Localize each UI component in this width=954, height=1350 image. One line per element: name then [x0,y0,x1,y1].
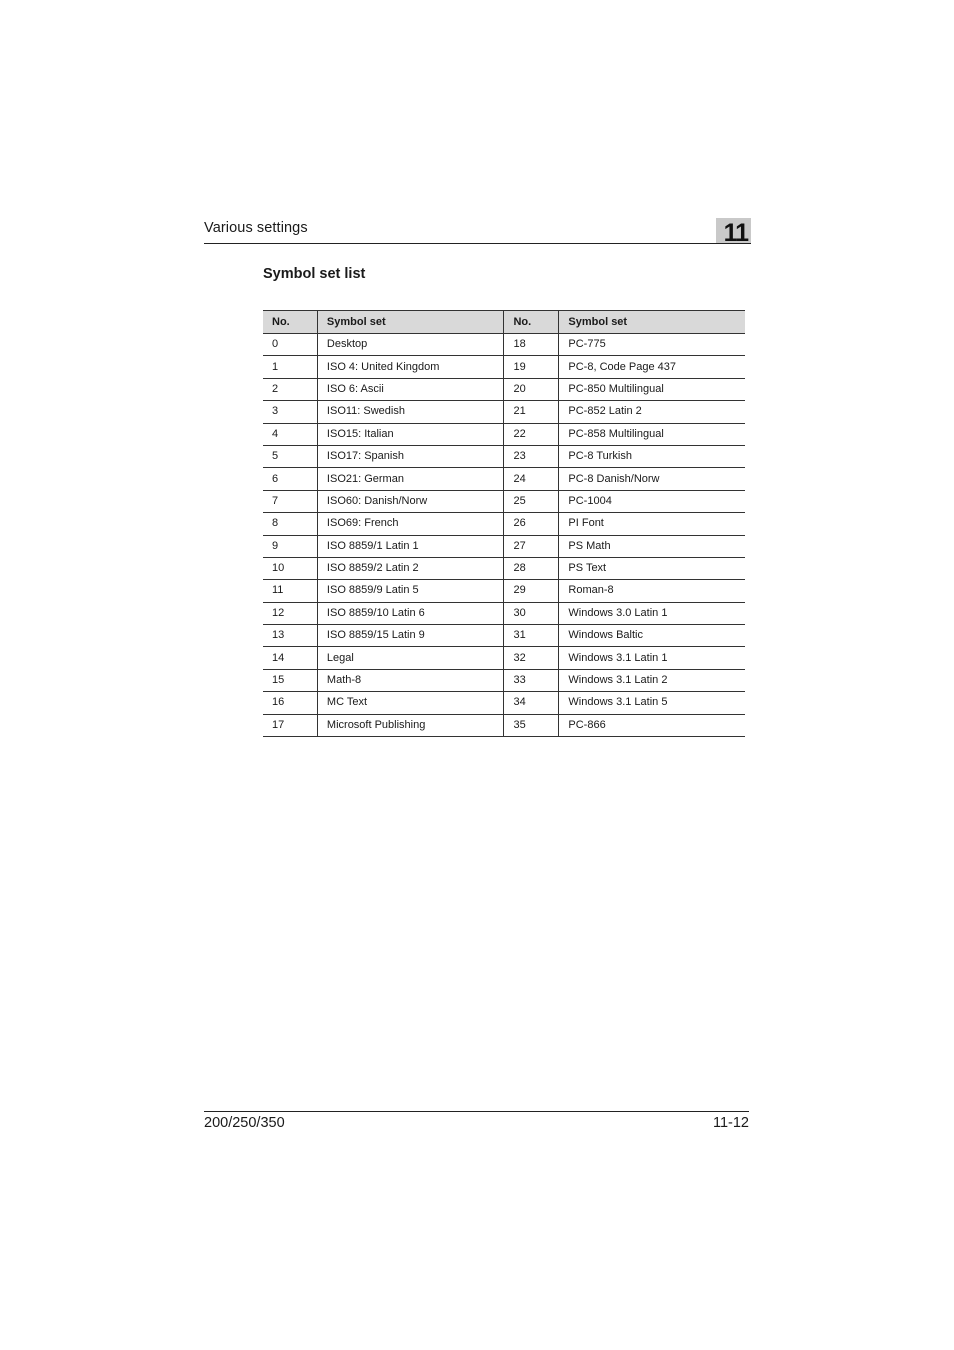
column-header-symbol-set: Symbol set [559,311,745,334]
column-header-symbol-set: Symbol set [317,311,504,334]
cell-symbol-set: ISO 8859/2 Latin 2 [317,557,504,579]
cell-no: 13 [263,625,317,647]
cell-no: 12 [263,602,317,624]
cell-symbol-set: ISO11: Swedish [317,401,504,423]
cell-no: 26 [504,513,559,535]
cell-symbol-set: PC-852 Latin 2 [559,401,745,423]
cell-symbol-set: ISO 6: Ascii [317,378,504,400]
cell-no: 8 [263,513,317,535]
cell-symbol-set: PI Font [559,513,745,535]
cell-no: 6 [263,468,317,490]
table-row [263,557,745,579]
cell-no: 16 [263,692,317,714]
cell-symbol-set: ISO 8859/9 Latin 5 [317,580,504,602]
cell-no: 23 [504,445,559,467]
table-row [263,714,745,736]
table-row [263,468,745,490]
cell-symbol-set: PC-8 Turkish [559,445,745,467]
cell-no: 14 [263,647,317,669]
table-row [263,445,745,467]
table-header-row [263,311,745,334]
section-title: Symbol set list [263,266,366,282]
table-row [263,423,745,445]
cell-symbol-set: Legal [317,647,504,669]
footer-model: 200/250/350 [204,1115,285,1131]
cell-no: 32 [504,647,559,669]
cell-no: 35 [504,714,559,736]
symbol-set-table [263,310,745,737]
cell-no: 19 [504,356,559,378]
cell-no: 33 [504,669,559,691]
table-row [263,490,745,512]
cell-symbol-set: Desktop [317,334,504,356]
table-row [263,580,745,602]
table-row [263,356,745,378]
cell-no: 28 [504,557,559,579]
cell-no: 9 [263,535,317,557]
cell-no: 34 [504,692,559,714]
cell-symbol-set: ISO 8859/10 Latin 6 [317,602,504,624]
table-row [263,602,745,624]
cell-symbol-set: ISO60: Danish/Norw [317,490,504,512]
table-row [263,669,745,691]
column-header-no: No. [263,311,317,334]
cell-symbol-set: ISO17: Spanish [317,445,504,467]
cell-no: 3 [263,401,317,423]
cell-symbol-set: Math-8 [317,669,504,691]
cell-no: 18 [504,334,559,356]
cell-no: 20 [504,378,559,400]
cell-no: 21 [504,401,559,423]
cell-symbol-set: PC-1004 [559,490,745,512]
cell-symbol-set: PC-850 Multilingual [559,378,745,400]
table-row [263,535,745,557]
cell-symbol-set: PC-866 [559,714,745,736]
column-header-no: No. [504,311,559,334]
cell-no: 5 [263,445,317,467]
cell-symbol-set: Roman-8 [559,580,745,602]
table-row [263,513,745,535]
cell-symbol-set: Windows Baltic [559,625,745,647]
cell-symbol-set: Windows 3.1 Latin 5 [559,692,745,714]
cell-no: 24 [504,468,559,490]
table-body [263,334,745,737]
cell-no: 29 [504,580,559,602]
cell-symbol-set: Microsoft Publishing [317,714,504,736]
page-footer [204,1111,749,1131]
cell-symbol-set: PC-8, Code Page 437 [559,356,745,378]
cell-no: 10 [263,557,317,579]
cell-symbol-set: PC-858 Multilingual [559,423,745,445]
cell-symbol-set: PC-775 [559,334,745,356]
cell-no: 30 [504,602,559,624]
cell-no: 15 [263,669,317,691]
footer-page-number: 11-12 [712,1115,749,1131]
cell-no: 31 [504,625,559,647]
cell-no: 2 [263,378,317,400]
page-header [204,216,751,247]
table-row [263,692,745,714]
cell-symbol-set: PC-8 Danish/Norw [559,468,745,490]
table-row [263,378,745,400]
cell-symbol-set: ISO15: Italian [317,423,504,445]
cell-symbol-set: MC Text [317,692,504,714]
cell-no: 27 [504,535,559,557]
cell-symbol-set: PS Text [559,557,745,579]
chapter-number: 11 [723,219,748,247]
cell-no: 25 [504,490,559,512]
cell-no: 7 [263,490,317,512]
table-row [263,647,745,669]
cell-symbol-set: Windows 3.1 Latin 1 [559,647,745,669]
cell-no: 1 [263,356,317,378]
table-row [263,334,745,356]
cell-no: 22 [504,423,559,445]
cell-no: 11 [263,580,317,602]
header-title: Various settings [204,220,308,236]
cell-symbol-set: PS Math [559,535,745,557]
cell-symbol-set: Windows 3.1 Latin 2 [559,669,745,691]
cell-symbol-set: ISO69: French [317,513,504,535]
cell-no: 0 [263,334,317,356]
table-row [263,401,745,423]
cell-symbol-set: Windows 3.0 Latin 1 [559,602,745,624]
table-row [263,625,745,647]
cell-symbol-set: ISO21: German [317,468,504,490]
cell-symbol-set: ISO 8859/15 Latin 9 [317,625,504,647]
cell-symbol-set: ISO 4: United Kingdom [317,356,504,378]
cell-no: 17 [263,714,317,736]
cell-no: 4 [263,423,317,445]
cell-symbol-set: ISO 8859/1 Latin 1 [317,535,504,557]
chapter-badge [716,218,751,247]
